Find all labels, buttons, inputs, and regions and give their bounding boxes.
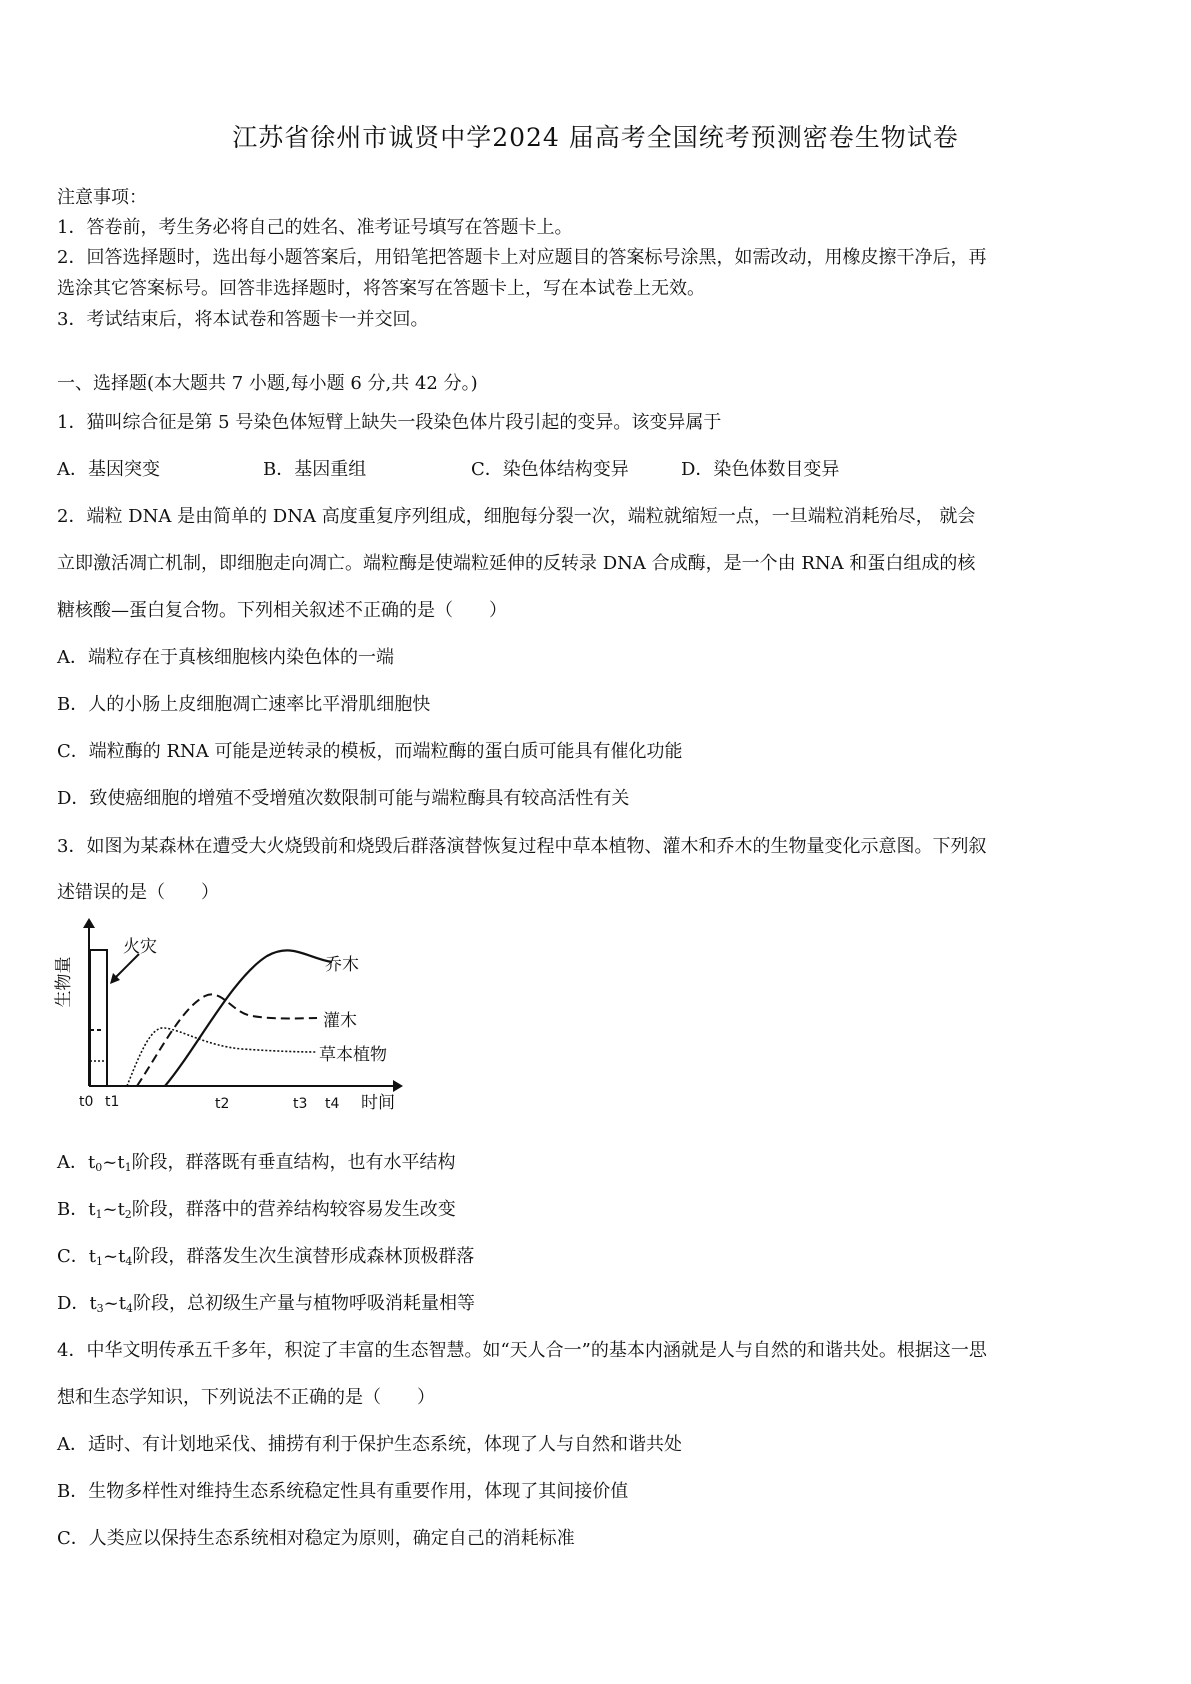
option-a: A．基因突变 (57, 459, 160, 480)
y-axis-label: 生物量 (54, 956, 74, 1008)
question-2-option-a: A．端粒存在于真核细胞核内染色体的一端 (57, 647, 394, 668)
notice-item: 1．答卷前，考生务必将自己的姓名、准考证号填写在答题卡上。 (57, 217, 573, 238)
time-subscript: 1 (124, 1161, 132, 1174)
option-letter: D． (57, 1293, 90, 1314)
question-2-option-d: D．致使癌细胞的增殖不受增殖次数限制可能与端粒酶具有较高活性有关 (57, 788, 630, 809)
question-1-stem: 1．猫叫综合征是第 5 号染色体短臂上缺失一段染色体片段引起的变异。该变异属于 (57, 412, 722, 433)
x-axis-arrow (393, 1080, 403, 1092)
question-3-option-a: A．$t_0\sim t_1$阶段，群落既有垂直结构，也有水平结构 (57, 1152, 456, 1174)
time-symbol: t (88, 1246, 97, 1267)
tick-label: t1 (105, 1094, 120, 1110)
question-2-line: 2．端粒 DNA 是由简单的 DNA 高度重复序列组成，细胞每分裂一次，端粒就缩短一点，一旦端粒消耗殆尽， 就会 (57, 506, 976, 527)
question-2-option-c: C．端粒酶的 RNA 可能是逆转录的模板，而端粒酶的蛋白质可能具有催化功能 (57, 741, 683, 762)
question-3-option-c: C．$t_1\sim t_4$阶段，群落发生次生演替形成森林顶极群落 (57, 1246, 475, 1268)
fire-arrow (115, 954, 139, 978)
question-2-option-b: B．人的小肠上皮细胞凋亡速率比平滑肌细胞快 (57, 694, 431, 715)
section-heading: 一、选择题(本大题共 7 小题,每小题 6 分,共 42 分。) (57, 373, 478, 394)
pre-fire-tree-block (90, 950, 107, 1086)
time-symbol: t (88, 1152, 96, 1173)
question-2-line: 立即激活凋亡机制，即细胞走向凋亡。端粒酶是使端粒延伸的反转录 DNA 合成酶，是一个由 RNA 和蛋白组成的核 (57, 553, 976, 574)
series-label-shrub: 灌木 (323, 1011, 357, 1031)
time-symbol: t (118, 1293, 126, 1314)
fire-label: 火灾 (123, 937, 157, 957)
time-symbol: t (118, 1246, 126, 1267)
question-1-options (57, 455, 839, 481)
option-letter: B． (57, 1199, 89, 1220)
time-symbol: t (89, 1293, 97, 1314)
option-letter: C． (57, 1246, 89, 1267)
exam-title: 江苏省徐州市诚贤中学2024 届高考全国统考预测密卷生物试卷 (232, 123, 959, 152)
notice-item: 3．考试结束后，将本试卷和答题卡一并交回。 (57, 309, 429, 330)
option-text: 阶段，群落既有垂直结构，也有水平结构 (131, 1152, 456, 1173)
option-c: C．染色体结构变异 (471, 459, 629, 480)
time-symbol: t (117, 1199, 125, 1220)
question-4-option-a: A．适时、有计划地采伐、捕捞有利于保护生态系统，体现了人与自然和谐共处 (57, 1434, 682, 1455)
time-subscript: 2 (124, 1208, 132, 1221)
tick-label: t3 (293, 1096, 308, 1112)
question-2-line: 糖核酸—蛋白复合物。下列相关叙述不正确的是（ ） (57, 600, 507, 621)
notice-heading: 注意事项： (57, 187, 147, 208)
option-b: B．基因重组 (263, 459, 367, 480)
option-text: 阶段，群落发生次生演替形成森林顶极群落 (132, 1246, 475, 1267)
time-subscript: 4 (126, 1302, 133, 1315)
notice-item: 2．回答选择题时，选出每小题答案后，用铅笔把答题卡上对应题目的答案标号涂黑，如需改动，用橡皮擦干净后，再 (57, 247, 987, 268)
time-subscript: 1 (95, 1208, 103, 1221)
x-axis-label: 时间 (361, 1093, 395, 1113)
question-3-line: 3．如图为某森林在遭受大火烧毁前和烧毁后群落演替恢复过程中草本植物、灌木和乔木的生物量变化示意图。下列叙 (57, 836, 987, 857)
time-subscript: 0 (95, 1161, 103, 1174)
time-symbol: t (117, 1152, 125, 1173)
question-3-option-b: B．$t_1\sim t_2$阶段，群落中的营养结构较容易发生改变 (57, 1199, 456, 1221)
series-label-herb: 草本植物 (319, 1045, 387, 1065)
question-3-option-d: D．$t_3\sim t_4$阶段，总初级生产量与植物呼吸消耗量相等 (57, 1293, 475, 1315)
series-label-tree: 乔木 (325, 955, 359, 975)
tick-label: t4 (325, 1096, 340, 1112)
question-4-line: 想和生态学知识，下列说法不正确的是（ ） (57, 1387, 435, 1408)
time-subscript: 1 (96, 1255, 104, 1268)
option-text: 阶段，总初级生产量与植物呼吸消耗量相等 (133, 1293, 475, 1314)
question-4-option-c: C．人类应以保持生态系统相对稳定为原则，确定自己的消耗标准 (57, 1528, 575, 1549)
biomass-succession-figure (54, 918, 442, 1118)
tick-label: t0 (79, 1094, 94, 1110)
tick-label: t2 (215, 1096, 230, 1112)
shrub-curve (137, 994, 317, 1086)
y-axis-arrow (83, 918, 95, 928)
notice-item: 选涂其它答案标号。回答非选择题时，将答案写在答题卡上，写在本试卷上无效。 (57, 278, 705, 299)
tree-curve (165, 950, 332, 1086)
time-subscript: 4 (125, 1255, 133, 1268)
option-d: D．染色体数目变异 (681, 459, 840, 480)
question-3-line: 述错误的是（ ） (57, 882, 219, 903)
time-symbol: t (88, 1199, 96, 1220)
question-4-option-b: B．生物多样性对维持生态系统稳定性具有重要作用，体现了其间接价值 (57, 1481, 629, 1502)
question-4-line: 4．中华文明传承五千多年，积淀了丰富的生态智慧。如“天人合一”的基本内涵就是人与自然的和谐共处。根据这一思 (57, 1340, 987, 1361)
option-text: 阶段，群落中的营养结构较容易发生改变 (131, 1199, 456, 1220)
time-subscript: 3 (96, 1302, 104, 1315)
option-letter: A． (57, 1152, 88, 1173)
